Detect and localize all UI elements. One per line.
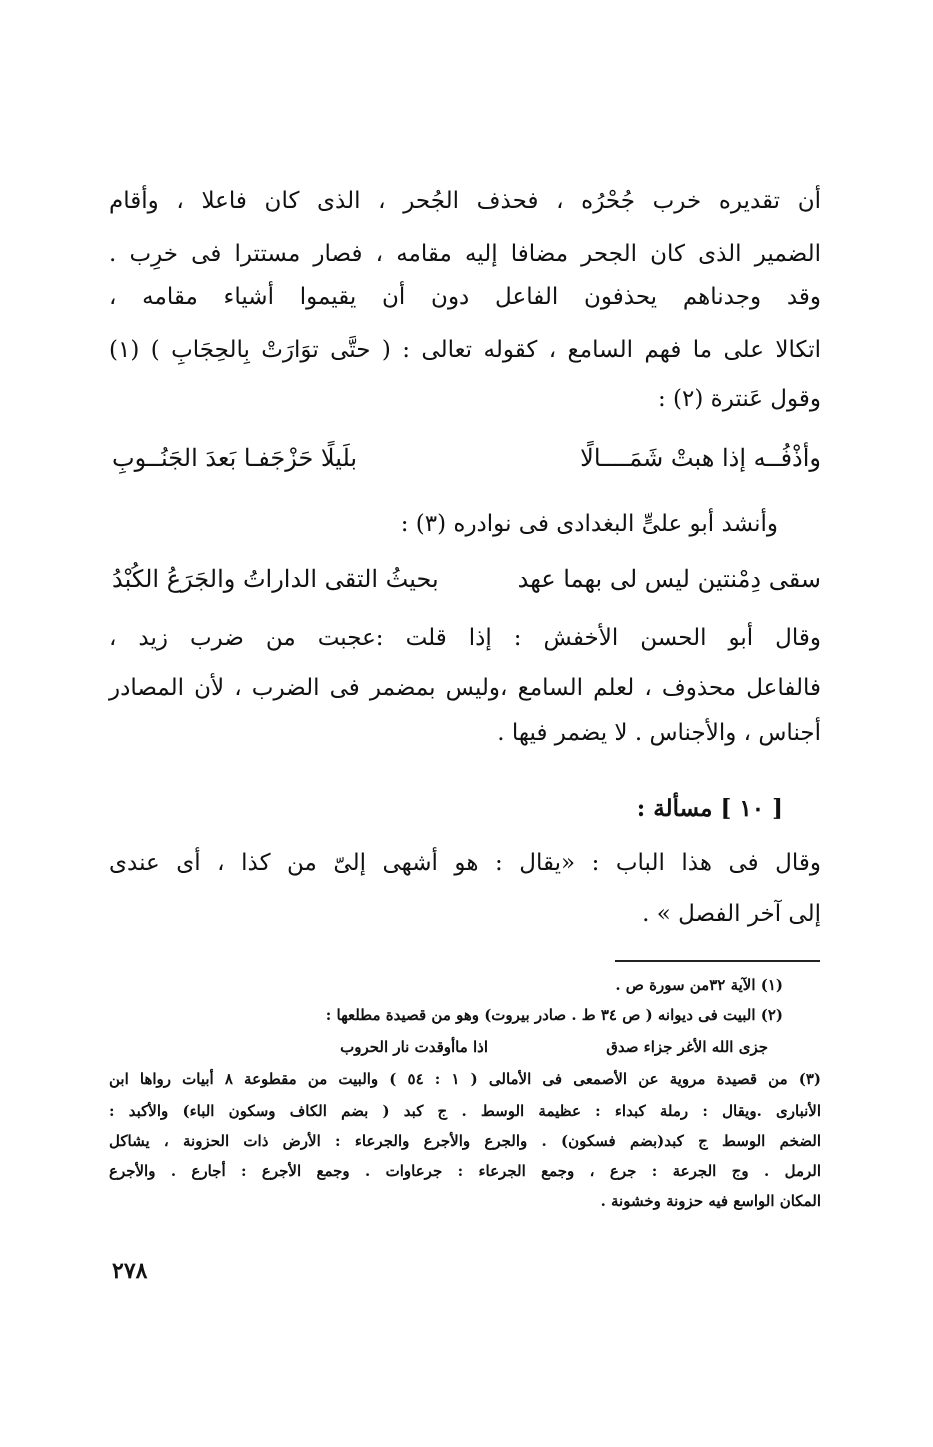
footnote-3-line-2: الأنبارى .ويقال : رملة كبداء : عظيمة الوسط . ج كبد ( بضم الكاف وسكون الباء) والأكبد : (109, 1102, 821, 1120)
section-heading: [ ١٠ ] مسألة : (636, 795, 783, 822)
paragraph-5-line-2: إلى آخر الفصل » . (642, 901, 821, 927)
page-number: ٢٧٨ (112, 1258, 148, 1284)
paragraph-2-line-2: اتكالا على ما فهم السامع ، كقوله تعالى : ( حتَّى توَارَتْ بِالحِجَابِ ) (١) (109, 337, 821, 363)
paragraph-5-line-1: وقال فى هذا الباب : «يقال : هو أشهى إلىّ من كذا ، أى عندى (109, 850, 821, 876)
paragraph-1-line-2: الضمير الذى كان الجحر مضافا إليه مقامه ، فصار مستترا فى خرِب . (109, 241, 821, 267)
footnote-3-line-5: المكان الواسع فيه حزونة وخشونة . (600, 1192, 821, 1210)
footnote-separator (615, 960, 820, 962)
footnote-3-line-4: الرمل . وج الجرعة : جرع ، وجمع الجرعاء : جرعاوات . وجمع الأجرع : أجارع . والأجرع (109, 1162, 821, 1180)
paragraph-4-line-3: أجناس ، والأجناس . لا يضمر فيها . (497, 720, 821, 746)
verse-2-second-hemistich: بحيثُ التقى الداراتُ والجَرَعُ الكُبْدُ (112, 565, 439, 593)
footnote-1: (١) الآية ٣٢من سورة ص . (615, 976, 783, 994)
paragraph-4-line-2: فالفاعل محذوف ، لعلم السامع ،وليس بمضمر فى الضرب ، لأن المصادر (109, 675, 821, 701)
footnote-3-line-1: (٣) من قصيدة مروية عن الأصمعى فى الأمالى ( ١ : ٥٤ ) والبيت من مقطوعة ٨ أبيات رواها ابن (109, 1070, 822, 1088)
paragraph-4-line-1: وقال أبو الحسن الأخفش : إذا قلت :عجبت من ضرب زيد ، (109, 625, 821, 651)
verse-1-second-hemistich: بلَيلًا حَزْجَفـا بَعدَ الجَنُــوبِ (112, 444, 358, 472)
footnote-2-verse-second: اذا ماأوقدت نار الحروب (340, 1038, 488, 1056)
paragraph-2-line-3: وقول عَنترة (٢) : (657, 386, 821, 412)
paragraph-3: وأنشد أبو علىٍّ البغدادى فى نوادره (٣) : (400, 511, 778, 537)
footnote-3-line-3: الضخم الوسط ج كبد(بضم فسكون) . والجرع والأجرع والجرعاء : الأرض ذات الحزونة ، يشاكل (109, 1132, 821, 1150)
paragraph-1-line-1: أن تقديره خرب جُحْرُه ، فحذف الجُحر ، الذى كان فاعلا ، وأقام (109, 188, 821, 214)
paragraph-2-line-1: وقد وجدناهم يحذفون الفاعل دون أن يقيموا أشياء مقامه ، (109, 284, 821, 310)
footnote-2: (٢) البيت فى ديوانه ( ص ٣٤ ط . صادر بيروت) وهو من قصيدة مطلعها : (325, 1006, 783, 1024)
footnote-2-verse-first: جزى الله الأغر جزاء صدق (606, 1038, 768, 1056)
verse-2-first-hemistich: سقى دِمْنتين ليس لى بهما عهد (517, 565, 821, 593)
verse-1-first-hemistich: وأذْفُــه إذا هبتْ شَمَــــالًا (580, 444, 821, 472)
